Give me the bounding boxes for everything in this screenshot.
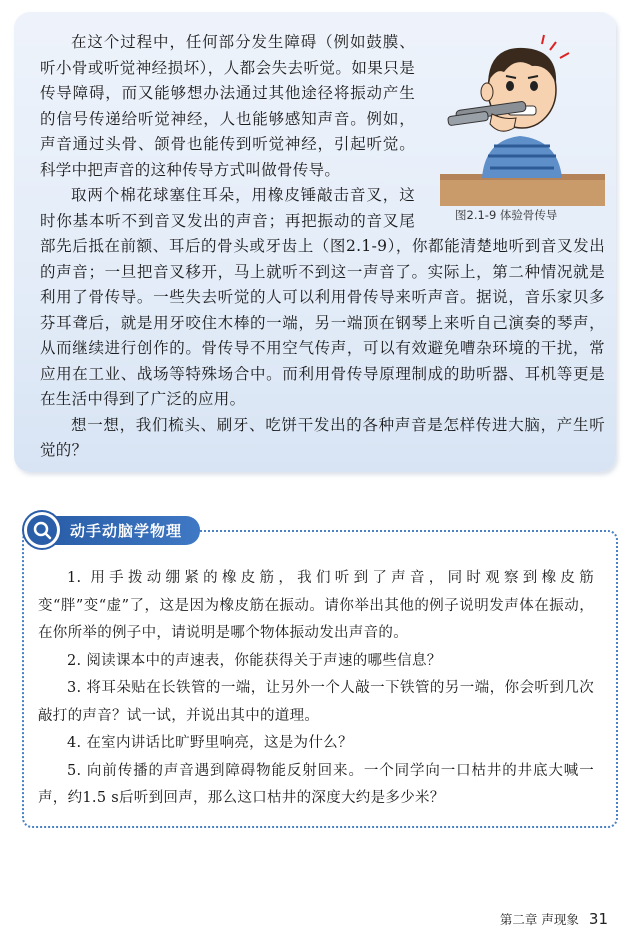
paragraph: 取两个棉花球塞住耳朵，用橡皮锤敲击音叉，这时你基本听不到音叉发出的声音；再把振动的音叉尾部先后抵在前额、耳后的骨头或牙齿上（图2.1-9），你都能清楚地听到音叉发出的声音；一旦把音叉移开，马上就听不到这一声音了。实际上，第二种情况就是利用了骨传导。一些失去听觉的人可以利用骨传导来听声音。据说，音乐家贝多芬耳聋后，就是用牙咬住木棒的一端，另一端顶在钢琴上来听自己演奏的琴声，从而继续进行创作的。骨传导不用空气传声，可以有效避免嘈杂环境的干扰，常应用在工业、战场等特殊场合中。而利用骨传导原理制成的助听器、耳机等更是在生活中得到了广泛的应用。 — [40, 186, 605, 408]
activity-list — [38, 565, 594, 813]
list-item: 4. 在室内讲话比旷野里响亮，这是为什么？ — [67, 735, 353, 751]
activity-header — [24, 512, 200, 548]
list-item: 2. 阅读课本中的声速表，你能获得关于声速的哪些信息？ — [67, 652, 442, 669]
reading-text — [40, 30, 605, 464]
page-footer — [500, 910, 608, 928]
paragraph: 想一想，我们梳头、刷牙、吃饼干发出的各种声音是怎样传进大脑，产生听觉的？ — [40, 415, 605, 459]
list-item: 1. 用手拨动绷紧的橡皮筋，我们听到了声音，同时观察到橡皮筋变“胖”变“虚”了，这是因为橡皮筋在振动。请你举出其他的例子说明发声体在振动，在你所举的例子中，请说明是哪个物体振动发出声音的。 — [38, 570, 594, 641]
chapter-label: 第二章 声现象 — [499, 912, 579, 927]
list-item: 3. 将耳朵贴在长铁管的一端，让另外一个人敲一下铁管的另一端，你会听到几次敲打的声音？试一试，并说出其中的道理。 — [38, 680, 594, 724]
activity-title: 动手动脑学物理 — [50, 516, 200, 545]
figure-caption: 图2.1-9 体验骨传导 — [455, 208, 558, 222]
page-number: 31 — [588, 910, 608, 928]
paragraph: 在这个过程中，任何部分发生障碍（例如鼓膜、听小骨或听觉神经损坏），人都会失去听觉。如果只是传导障碍，而又能够想办法通过其他途径将振动产生的信号传递给听觉神经，人也能够感知声音。例如，声音通过头骨、颌骨也能传到听觉神经，引起听觉。科学中把声音的这种传导方式叫做骨传导。 — [40, 33, 415, 179]
magnifier-icon — [24, 512, 60, 548]
list-item: 5. 向前传播的声音遇到障碍物能反射回来。一个同学向一口枯井的井底大喊一声，约1.5 s后听到回声，那么这口枯井的深度大约是多少米？ — [38, 762, 594, 806]
